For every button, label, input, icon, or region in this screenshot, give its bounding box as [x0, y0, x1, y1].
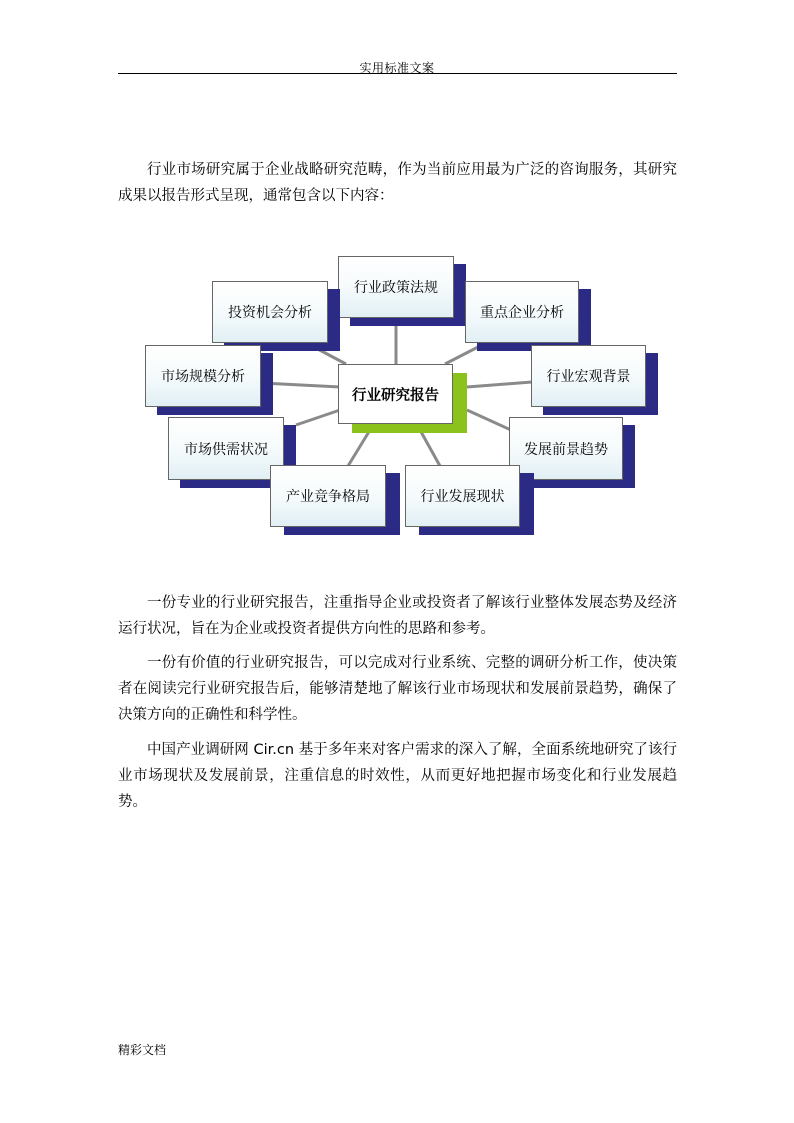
connector-supply-demand: [296, 410, 340, 425]
page-footer: 精彩文档: [118, 1043, 167, 1057]
connector-status: [420, 430, 440, 466]
body-paragraph-1: 一份专业的行业研究报告，注重指导企业或投资者了解该行业整体发展态势及经济运行状况，旨在为企业或投资者提供方向性的思路和参考。: [118, 595, 677, 637]
industry-report-diagram: 行业政策法规 投资机会分析 重点企业分析 市场规模分析 行业宏观背景 市场供需状况 发展前景趋势 产业竞争格局 行业发展现状 行业研究报告: [0, 0, 794, 1123]
connector-competition: [348, 430, 370, 466]
body-paragraph-2: 一份有价值的行业研究报告，可以完成对行业系统、完整的调研分析工作，使决策者在阅读完行业研究报告后，能够清楚地了解该行业市场现状和发展前景趋势，确保了决策方向的正确性和科学性。: [118, 655, 677, 723]
connector-market-size: [262, 383, 340, 387]
header-divider: [118, 73, 677, 74]
connector-key-enterprise: [445, 346, 480, 364]
intro-paragraph: 行业市场研究属于企业战略研究范畴，作为当前应用最为广泛的咨询服务，其研究成果以报告形式呈现，通常包含以下内容：: [118, 162, 677, 204]
body-paragraph-3: 中国产业调研网 Cir.cn 基于多年来对客户需求的深入了解，全面系统地研究了该行业市场现状及发展前景，注重信息的时效性，从而更好地把握市场变化和行业发展趋势。: [118, 742, 677, 810]
page-header-title: 实用标准文案: [359, 61, 435, 75]
connector-prospect: [467, 410, 511, 430]
connector-macro: [467, 382, 532, 387]
